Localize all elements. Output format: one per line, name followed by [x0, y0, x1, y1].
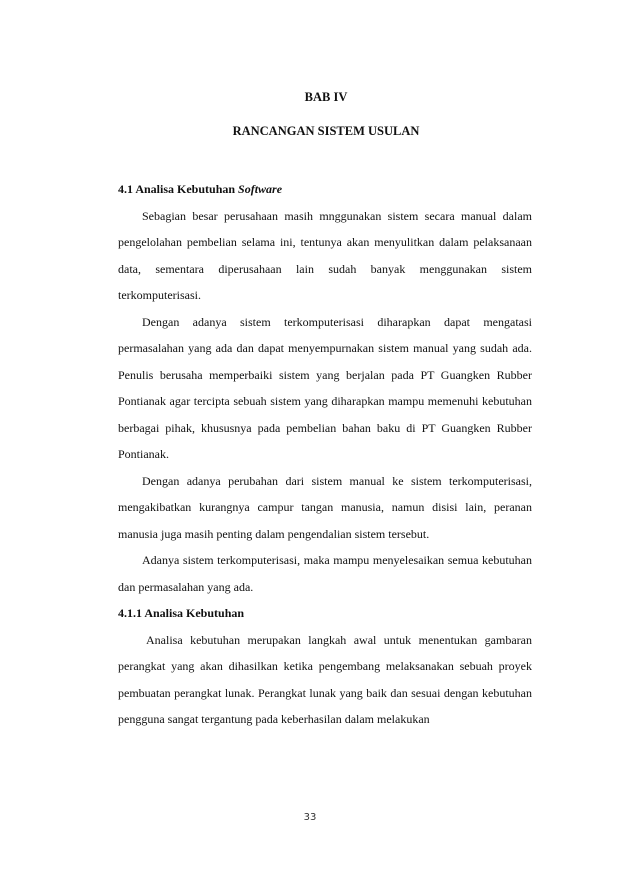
- section-heading-4-1-text: 4.1 Analisa Kebutuhan: [118, 182, 239, 196]
- paragraph: Sebagian besar perusahaan masih mnggunakan sistem secara manual dalam pengelolahan pembelian selama ini, tentunya akan menyulitkan dalam pelaksanaan data, sementara diperusahaan lain sudah banyak menggunakan sistem terkomputerisasi.: [118, 208, 532, 302]
- paragraph: Dengan adanya sistem terkomputerisasi diharapkan dapat mengatasi permasalahan yang ada dan dapat menyempurnakan sistem manual yang sudah ada. Penulis berusaha memperbaiki sistem yang berjalan pada PT Guangken Rubber Pontianak agar tercipta sebuah sistem yang diharapkan mampu memenuhi kebutuhan berbagai pihak, khususnya pada pembelian bahan baku di PT Guangken Rubber Pontianak.: [118, 314, 532, 461]
- body-content: [118, 176, 532, 733]
- paragraph: Analisa kebutuhan merupakan langkah awal untuk menentukan gambaran perangkat yang akan dihasilkan ketika pengembang melaksanakan sebuah proyek pembuatan perangkat lunak. Perangkat lunak yang baik dan sesuai dengan kebutuhan pengguna sangat tergantung pada keberhasilan dalam melakukan: [118, 632, 532, 726]
- paragraph: Dengan adanya perubahan dari sistem manual ke sistem terkomputerisasi, mengakibatkan kurangnya campur tangan manusia, namun disisi lain, peranan manusia juga masih penting dalam pengendalian sistem tersebut.: [118, 473, 532, 541]
- chapter-number: BAB IV: [304, 90, 348, 104]
- section-heading-4-1: [118, 176, 532, 203]
- section-heading-4-1-italic: Software: [238, 182, 283, 196]
- section-heading-4-1-1: 4.1.1 Analisa Kebutuhan: [118, 606, 245, 620]
- paragraph: Adanya sistem terkomputerisasi, maka mampu menyelesaikan semua kebutuhan dan permasalahan yang ada.: [118, 553, 532, 594]
- page-number: 33: [303, 812, 317, 823]
- chapter-title: RANCANGAN SISTEM USULAN: [232, 124, 420, 138]
